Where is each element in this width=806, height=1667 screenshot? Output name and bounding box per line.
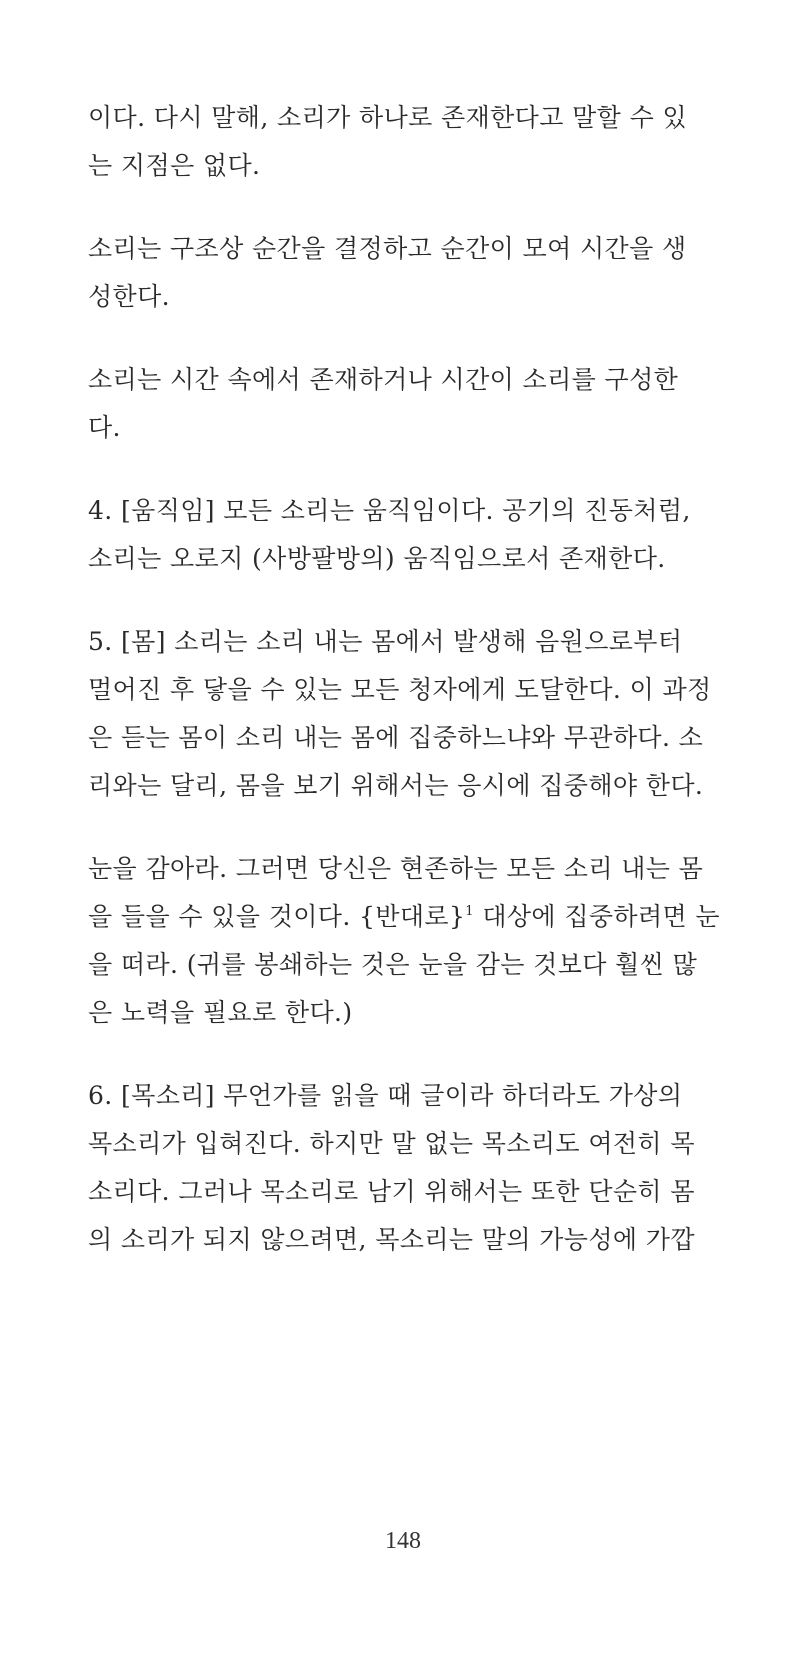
paragraph-4-movement xyxy=(88,487,718,583)
text-line: 은 노력을 필요로 한다.) xyxy=(88,998,353,1027)
text-line: 소리는 시간 속에서 존재하거나 시간이 소리를 구성한 xyxy=(88,365,679,394)
text-line: 는 지점은 없다. xyxy=(88,151,261,180)
body-text xyxy=(88,94,718,1299)
text-line: 소리다. 그러나 목소리로 남기 위해서는 또한 단순히 몸 xyxy=(88,1177,695,1206)
paragraph-3 xyxy=(88,356,718,452)
paragraph-7-voice xyxy=(88,1072,718,1264)
text-line: 을 떠라. (귀를 봉쇄하는 것은 눈을 감는 것보다 훨씬 많 xyxy=(88,950,698,979)
footnote-marker: 1 xyxy=(465,904,474,919)
paragraph-1 xyxy=(88,94,718,190)
text-line: 의 소리가 되지 않으려면, 목소리는 말의 가능성에 가깝 xyxy=(88,1225,695,1254)
text-line: 4. [움직임] 모든 소리는 움직임이다. 공기의 진동처럼, xyxy=(88,496,691,525)
text-line: 눈을 감아라. 그러면 당신은 현존하는 모든 소리 내는 몸 xyxy=(88,854,704,883)
text-segment: 을 들을 수 있을 것이다. {반대로} xyxy=(88,902,466,931)
page-number: 148 xyxy=(385,1528,421,1554)
text-line: 멀어진 후 닿을 수 있는 모든 청자에게 도달한다. 이 과정 xyxy=(88,675,712,704)
text-line: 6. [목소리] 무언가를 읽을 때 글이라 하더라도 가상의 xyxy=(88,1081,683,1110)
text-line: 목소리가 입혀진다. 하지만 말 없는 목소리도 여전히 목 xyxy=(88,1129,695,1158)
text-line: 다. xyxy=(88,413,121,442)
text-line: 성한다. xyxy=(88,282,170,311)
text-line: 소리는 구조상 순간을 결정하고 순간이 모여 시간을 생 xyxy=(88,234,687,263)
text-line: 리와는 달리, 몸을 보기 위해서는 응시에 집중해야 한다. xyxy=(88,771,704,800)
text-line-with-footnote xyxy=(88,893,718,941)
paragraph-2 xyxy=(88,225,718,321)
text-line: 이다. 다시 말해, 소리가 하나로 존재한다고 말할 수 있 xyxy=(88,103,688,132)
text-line: 소리는 오로지 (사방팔방의) 움직임으로서 존재한다. xyxy=(88,544,666,573)
text-line: 5. [몸] 소리는 소리 내는 몸에서 발생해 음원으로부터 xyxy=(88,627,683,656)
paragraph-6-eyes xyxy=(88,845,718,1037)
text-segment: 대상에 집중하려면 눈 xyxy=(473,902,720,931)
text-line: 은 듣는 몸이 소리 내는 몸에 집중하느냐와 무관하다. 소 xyxy=(88,723,704,752)
paragraph-5-body xyxy=(88,618,718,810)
